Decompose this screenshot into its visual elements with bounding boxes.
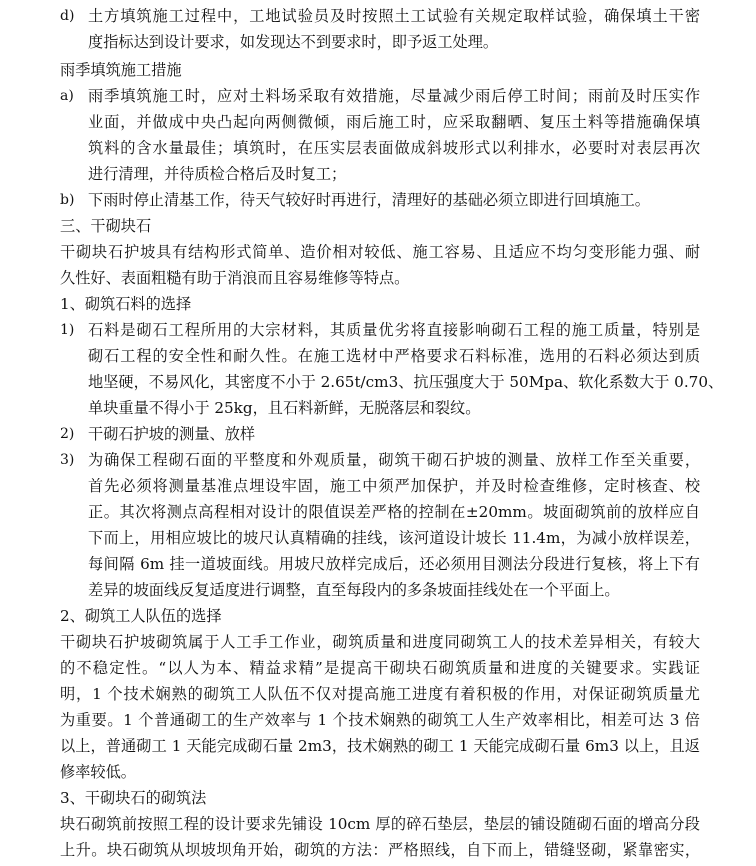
heading-text: 3、干砌块石的砌筑法 [60,789,207,807]
list-marker: b) [60,192,75,208]
text-line: 每间隔 6m 挂一道坡面线。用坡尺放样完成后，还必须用目测法分段进行复核，将上下有 [88,555,700,573]
heading-text: 三、干砌块石 [60,217,152,235]
text-line: 干砌块石护坡砌筑属于人工手工作业，砌筑质量和进度同砌筑工人的技术差异相关，有较大 [60,633,700,651]
section-heading [0,58,756,82]
text-row [0,266,756,290]
list-marker: 1) [60,322,75,338]
subsection-heading [0,292,756,316]
text-line: 修率较低。 [60,763,136,781]
text-row [0,110,756,134]
heading-text: 2、砌筑工人队伍的选择 [60,607,222,625]
text-row [0,578,756,602]
text-line: 首先必须将测量基准点埋设牢固，施工中须严加保护，并及时检查维修，定时核查、校 [88,477,700,495]
text-row [0,708,756,732]
text-row [0,760,756,784]
text-line: 久性好、表面粗糙有助于消浪而且容易维修等特点。 [60,269,410,287]
text-line: 下而上，用相应坡比的坡尺认真精确的挂线，该河道设计坡长 11.4m，为减小放样误差， [88,529,700,547]
text-line: 上升。块石砌筑从坝坡坝角开始，砌筑的方法：严格照线，自下而上，错缝竖砌，紧靠密实， [60,841,700,859]
text-row [0,682,756,706]
text-row [0,396,756,420]
text-line: 干砌石护坡的测量、放样 [88,425,256,443]
list-marker: d) [60,8,75,24]
text-line: 为重要。1 个普通砌工的生产效率与 1 个技术娴熟的砌筑工人生产效率相比，相差可达 3 倍 [60,711,700,729]
text-line: 地坚硬，不易风化，其密度不小于 2.65t/cm3、抗压强度大于 50Mpa、软化系数大于 0.70、 [88,373,724,391]
text-line: 度指标达到设计要求，如发现达不到要求时，即予返工处理。 [88,33,499,51]
text-line: 石料是砌石工程所用的大宗材料，其质量优劣将直接影响砌石工程的施工质量，特别是 [88,321,700,339]
text-line: 雨季填筑施工时，应对土料场采取有效措施，尽量减少雨后停工时间；雨前及时压实作 [88,87,700,105]
subsection-heading [0,604,756,628]
text-line: 下雨时停止清基工作，待天气较好时再进行，清理好的基础必须立即进行回填施工。 [88,191,650,209]
text-row [0,526,756,550]
text-line: 干砌块石护坡具有结构形式简单、造价相对较低、施工容易、且适应不均匀变形能力强、耐 [60,243,700,261]
text-line: 正。其次将测点高程相对设计的限值误差严格的控制在±20mm。坡面砌筑前的放样应自 [88,503,700,521]
heading-text: 1、砌筑石料的选择 [60,295,192,313]
text-row [0,630,756,654]
list-item [0,188,756,212]
text-row [0,656,756,680]
text-row [0,240,756,264]
text-line: 以上，普通砌工 1 天能完成砌石量 2m3，技术娴熟的砌工 1 天能完成砌石量 6m3 以上，且返 [60,737,700,755]
list-item [0,4,756,28]
subsection-heading [0,786,756,810]
list-item [0,448,756,472]
section-heading [0,214,756,238]
text-line: 筑料的含水量最佳；填筑时，在压实层表面做成斜坡形式以利排水，必要时对表层再次 [88,139,700,157]
text-line: 进行清理，并待质检合格后及时复工； [88,165,347,183]
text-line: 业面，并做成中央凸起向两侧微倾，雨后施工时，应采取翻晒、复压土料等措施确保填 [88,113,700,131]
text-row [0,370,756,394]
heading-text: 雨季填筑施工措施 [60,61,182,79]
text-line: 单块重量不得小于 25kg，且石料新鲜，无脱落层和裂纹。 [88,399,481,417]
text-row [0,30,756,54]
text-line: 砌石工程的安全性和耐久性。在施工选材中严格要求石料标准，选用的石料必须达到质 [88,347,700,365]
text-row [0,812,756,836]
list-item [0,318,756,342]
text-row [0,136,756,160]
text-line: 差异的坡面线反复适度进行调整，直至每段内的多条坡面挂线处在一个平面上。 [88,581,620,599]
list-marker: a) [60,88,74,104]
text-line: 明，1 个技术娴熟的砌筑工人队伍不仅对提高施工进度有着积极的作用，对保证砌筑质量尤 [60,685,700,703]
list-marker: 2) [60,426,75,442]
text-row [0,162,756,186]
list-marker: 3) [60,452,75,468]
text-row [0,500,756,524]
text-row [0,552,756,576]
text-line: 块石砌筑前按照工程的设计要求先铺设 10cm 厚的碎石垫层，垫层的铺设随砌石面的增高分段 [60,815,700,833]
text-row [0,344,756,368]
text-line: 为确保工程砌石面的平整度和外观质量，砌筑干砌石护坡的测量、放样工作至关重要， [88,451,700,469]
text-row [0,838,756,862]
text-line: 土方填筑施工过程中，工地试验员及时按照土工试验有关规定取样试验，确保填土干密 [88,7,700,25]
text-row [0,474,756,498]
text-line: 的不稳定性。“以人为本、精益求精”是提高干砌块石砌筑质量和进度的关键要求。实践证 [60,659,700,677]
list-item [0,422,756,446]
text-row [0,734,756,758]
list-item [0,84,756,108]
